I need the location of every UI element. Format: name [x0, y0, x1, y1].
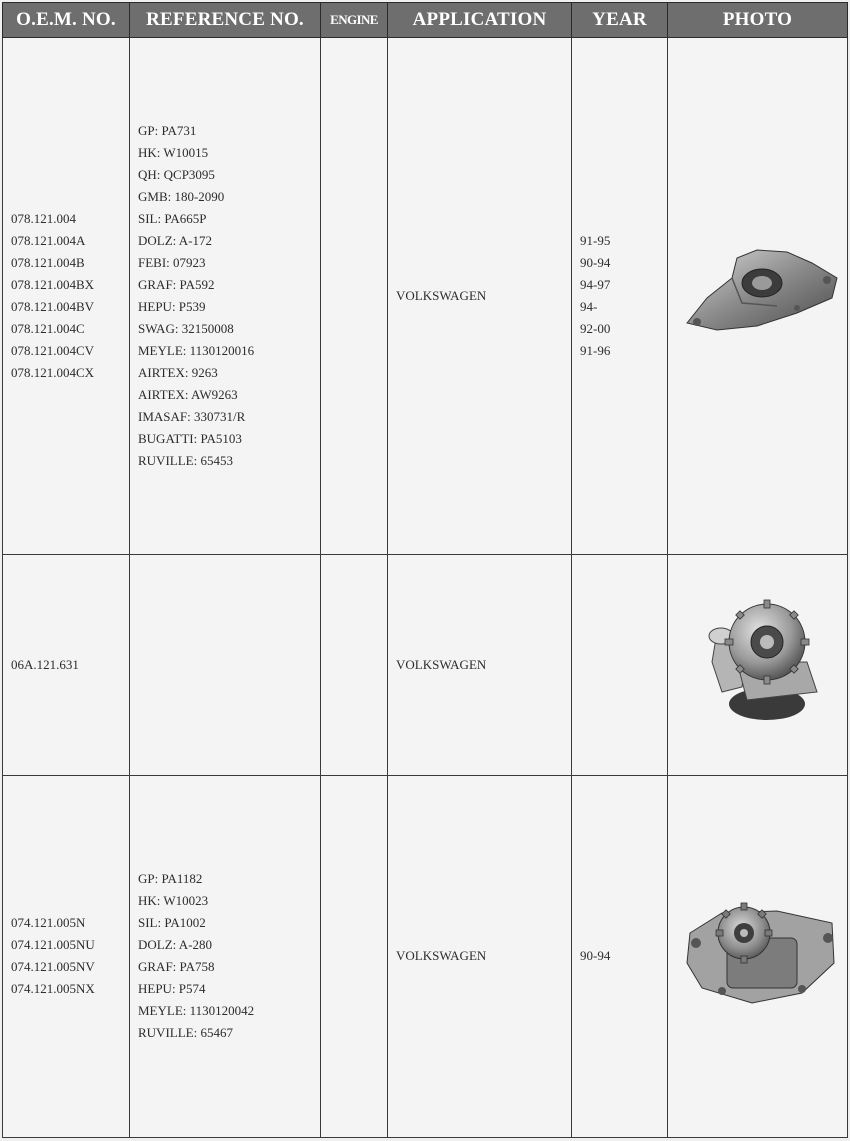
reference-list	[138, 868, 320, 1044]
year-cell	[572, 555, 668, 775]
header-row	[3, 3, 848, 38]
year-cell	[572, 775, 668, 1137]
reference-number: GP: PA731	[138, 123, 197, 139]
oem-number: 074.121.005N	[11, 915, 86, 931]
oem-number: 078.121.004BV	[11, 299, 95, 315]
year-range: 91-96	[580, 343, 611, 359]
water-pump-table	[2, 2, 848, 1138]
engine-cell	[321, 775, 388, 1137]
engine-cell	[321, 555, 388, 775]
application-cell: VOLKSWAGEN	[388, 775, 572, 1137]
oem-number: 078.121.004CX	[11, 365, 95, 381]
reference-cell	[130, 38, 321, 555]
header-reference-no: REFERENCE NO.	[130, 3, 321, 38]
reference-number: GP: PA1182	[138, 871, 203, 887]
oem-number: 074.121.005NV	[11, 959, 95, 975]
reference-number: MEYLE: 1130120016	[138, 343, 255, 359]
oem-number: 078.121.004B	[11, 255, 85, 271]
oem-number: 074.121.005NX	[11, 981, 95, 997]
photo-cell	[668, 555, 848, 775]
reference-number: IMASAF: 330731/R	[138, 409, 246, 425]
header-oem-no: O.E.M. NO.	[3, 3, 130, 38]
reference-number: HK: W10015	[138, 145, 209, 161]
header-year: YEAR	[572, 3, 668, 38]
reference-number: BUGATTI: PA5103	[138, 431, 242, 447]
year-range: 94-	[580, 299, 598, 315]
reference-number: SWAG: 32150008	[138, 321, 234, 337]
reference-number: HEPU: P539	[138, 299, 206, 315]
oem-number: 06A.121.631	[11, 657, 79, 673]
oem-cell	[3, 775, 130, 1137]
reference-number: SIL: PA665P	[138, 211, 207, 227]
reference-number: GRAF: PA592	[138, 277, 215, 293]
engine-cell	[321, 38, 388, 555]
table-row	[3, 775, 848, 1137]
reference-list	[138, 120, 320, 472]
reference-number: FEBI: 07923	[138, 255, 206, 271]
reference-number: QH: QCP3095	[138, 167, 215, 183]
reference-number: AIRTEX: 9263	[138, 365, 218, 381]
oem-number: 078.121.004CV	[11, 343, 95, 359]
year-range: 90-94	[580, 948, 611, 964]
oem-cell	[3, 38, 130, 555]
oem-number: 078.121.004A	[11, 233, 86, 249]
oem-list	[11, 208, 129, 384]
reference-number: GMB: 180-2090	[138, 189, 225, 205]
reference-number: HK: W10023	[138, 893, 209, 909]
reference-number: AIRTEX: AW9263	[138, 387, 238, 403]
reference-number: DOLZ: A-172	[138, 233, 213, 249]
oem-number: 074.121.005NU	[11, 937, 95, 953]
oem-number: 078.121.004	[11, 211, 76, 227]
oem-list	[11, 912, 129, 1000]
reference-number: DOLZ: A-280	[138, 937, 213, 953]
photo-cell	[668, 775, 848, 1137]
header-application: APPLICATION	[388, 3, 572, 38]
reference-number: RUVILLE: 65453	[138, 453, 233, 469]
oem-number: 078.121.004C	[11, 321, 85, 337]
year-range: 94-97	[580, 277, 611, 293]
reference-cell	[130, 555, 321, 775]
table-row	[3, 555, 848, 775]
year-list	[580, 230, 667, 362]
header-engine: ENGINE	[321, 3, 388, 38]
water-pump-gear-flange-icon	[682, 893, 842, 1013]
year-range: 92-00	[580, 321, 611, 337]
oem-number: 078.121.004BX	[11, 277, 95, 293]
reference-cell	[130, 775, 321, 1137]
table-row	[3, 38, 848, 555]
reference-number: MEYLE: 1130120042	[138, 1003, 255, 1019]
oem-cell	[3, 555, 130, 775]
year-range: 90-94	[580, 255, 611, 271]
year-cell	[572, 38, 668, 555]
year-list	[580, 945, 667, 967]
water-pump-housing-icon	[677, 238, 847, 348]
header-photo: PHOTO	[668, 3, 848, 38]
application-cell: VOLKSWAGEN	[388, 555, 572, 775]
oem-list	[11, 654, 129, 676]
year-range: 91-95	[580, 233, 611, 249]
application-cell: VOLKSWAGEN	[388, 38, 572, 555]
water-pump-gear-icon	[687, 592, 837, 732]
photo-cell	[668, 38, 848, 555]
reference-number: RUVILLE: 65467	[138, 1025, 233, 1041]
reference-number: HEPU: P574	[138, 981, 206, 997]
reference-number: SIL: PA1002	[138, 915, 206, 931]
reference-number: GRAF: PA758	[138, 959, 215, 975]
